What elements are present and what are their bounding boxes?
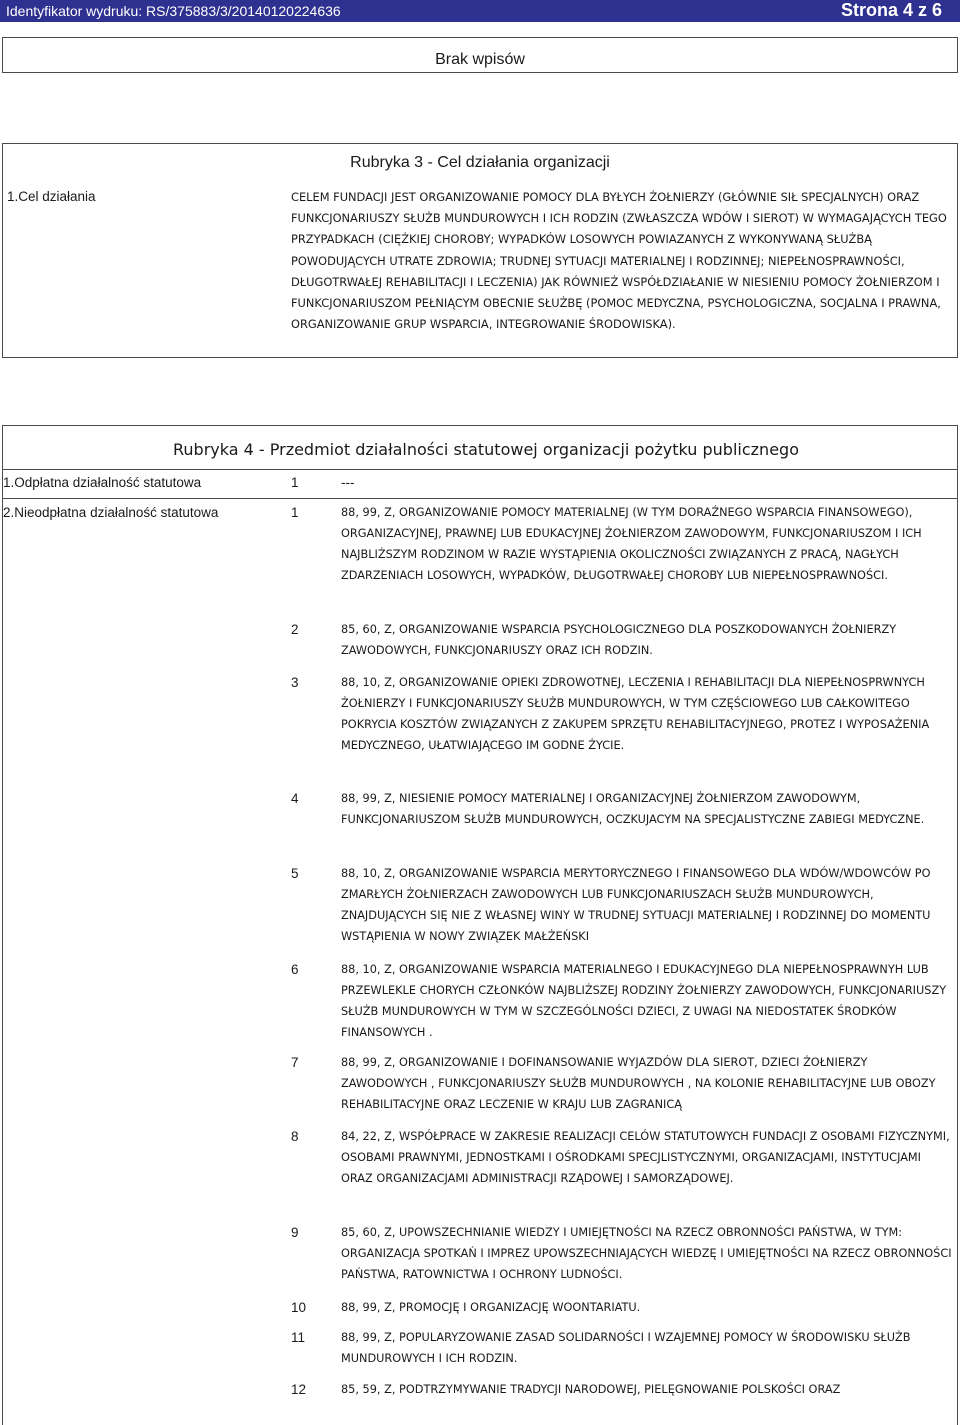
rubryka-4-section bbox=[2, 425, 958, 1425]
empty-entries-box bbox=[2, 37, 958, 73]
divider bbox=[3, 469, 957, 470]
goal-label: 1.Cel działania bbox=[7, 189, 96, 204]
activity-text: 85, 60, Z, ORGANIZOWANIE WSPARCIA PSYCHOLOGICZNEGO DLA POSZKODOWANYCH ŻOŁNIERZY ZAWODOWYCH, FUNKCJONARIUSZY ORAZ ICH RODZIN. bbox=[341, 623, 897, 657]
activity-text: 88, 99, Z, NIESIENIE POMOCY MATERIALNEJ I ORGANIZACYJNEJ ŻOŁNIERZOM ZAWODOWYM, FUNKCJONARIUSZOM SŁUŻB MUNDUROWYCH, OCZKUJACYM NA SPECJALISTYCZNE ZABIEGI MEDYCZNE. bbox=[341, 792, 925, 826]
activity-number: 7 bbox=[291, 1055, 299, 1070]
divider bbox=[3, 498, 957, 499]
activity-number: 2 bbox=[291, 622, 299, 637]
activity-text: 88, 99, Z, ORGANIZOWANIE I DOFINANSOWANIE WYJAZDÓW DLA SIEROT, DZIECI ŻOŁNIERZY ZAWODOWYCH , FUNKCJONARIUSZY SŁUŻB MUNDUROWYCH , NA KOLONIE REHABILITACYJNE LUB OBOZY REHABILITACYJNE ORAZ LECZENIE W KRAJU LUB ZAGRANICĄ bbox=[341, 1056, 936, 1111]
activity-number: 12 bbox=[291, 1382, 307, 1397]
activity-text: 88, 99, Z, PROMOCJĘ I ORGANIZACJĘ WOONTARIATU. bbox=[341, 1301, 641, 1314]
activity-number: 11 bbox=[291, 1330, 306, 1345]
print-header bbox=[0, 0, 960, 22]
paid-activity-value: --- bbox=[341, 475, 355, 490]
activity-number: 10 bbox=[291, 1300, 307, 1315]
free-activity-label: 2.Nieodpłatna działalność statutowa bbox=[3, 505, 219, 520]
activity-number: 3 bbox=[291, 675, 299, 690]
rubryka-3-section bbox=[2, 143, 958, 358]
paid-activity-number: 1 bbox=[291, 475, 299, 490]
paid-activity-label: 1.Odpłatna działalność statutowa bbox=[3, 475, 202, 490]
activity-text: 88, 99, Z, ORGANIZOWANIE POMOCY MATERIALNEJ (W TYM DORAŹNEGO WSPARCIA FINANSOWEGO), ORGANIZACYJNEJ, PRAWNEJ LUB EDUKACYJNEJ ŻOŁNIERZOM ZAWODOWYM, FUNKCJONARIUSZOM I ICH NAJBLIŻSZYM RODZINOM W RAZIE WYSTĄPIENIA OKOLICZNOŚCI ZWIĄZANYCH Z PRACĄ, NAGŁYCH ZDARZENIACH LOSOWYCH, WYPADKÓW, DŁUGOTRWAŁEJ CHOROBY LUB NIEPEŁNOSPRAWNOŚCI. bbox=[341, 506, 922, 582]
activity-text: 88, 99, Z, POPULARYZOWANIE ZASAD SOLIDARNOŚCI I WZAJEMNEJ POMOCY W ŚRODOWISKU SŁUŻB MUNDUROWYCH I ICH RODZIN. bbox=[341, 1331, 911, 1365]
empty-entries-label: Brak wpisów bbox=[435, 51, 525, 68]
activity-number: 8 bbox=[291, 1129, 299, 1144]
print-id: Identyfikator wydruku: RS/375883/3/20140120224636 bbox=[6, 3, 341, 19]
activity-number: 1 bbox=[291, 505, 299, 520]
page-number: Strona 4 z 6 bbox=[840, 0, 942, 20]
activity-text: 88, 10, Z, ORGANIZOWANIE WSPARCIA MATERIALNEGO I EDUKACYJNEGO DLA NIEPEŁNOSPRAWNYH LUB PRZEWLEKLE CHORYCH CZŁONKÓW NAJBLIŻSZEJ RODZINY ŻOŁNIERZY ZAWODOWYCH, FUNKCJONARIUSZY SŁUŻB MUNDUROWYCH W TYM W SZCZEGÓLNOŚCI DZIECI, Z UWAGI NA NIEDOSTATEK ŚRODKÓW FINANSOWYCH . bbox=[341, 963, 947, 1039]
activity-text: 88, 10, Z, ORGANIZOWANIE WSPARCIA MERYTORYCZNEGO I FINANSOWEGO DLA WDÓW/WDOWCÓW PO ZMARŁYCH ŻOŁNIERZACH ZAWODOWYCH LUB FUNKCJONARIUSZACH SŁUŻB MUNDUROWYCH, ZNAJDUJĄCYCH SIĘ NIE Z WŁASNEJ WINY W TRUDNEJ SYTUACJI MATERIALNEJ I RODZINNEJ DO MOMENTU WSTĄPIENIA W NOWY ZWIĄZEK MAŁŻEŃSKI bbox=[341, 867, 931, 943]
activity-text: 88, 10, Z, ORGANIZOWANIE OPIEKI ZDROWOTNEJ, LECZENIA I REHABILITACJI DLA NIEPEŁNOSPRWNYCH ŻOŁNIERZY I FUNKCJONARIUSZY SŁUŻB MUNDUROWYCH, W TYM CZĘŚCIOWEGO LUB CAŁKOWITEGO POKRYCIA KOSZTÓW ZWIĄZANYCH Z ZAKUPEM SPRZĘTU REHABILITACYJNEGO, PROTEZ I WYPOSAŻENIA MEDYCZNEGO, UŁATWIAJĄCEGO IM GODNE ŻYCIE. bbox=[341, 676, 930, 752]
activity-number: 9 bbox=[291, 1225, 299, 1240]
activity-text: 84, 22, Z, WSPÓŁPRACE W ZAKRESIE REALIZACJI CELÓW STATUTOWYCH FUNDACJI Z OSOBAMI FIZYCZNYMI, OSOBAMI PRAWNYMI, JEDNOSTKAMI I OŚRODKAMI SPECJLISTYCZNYMI, ORGANIZACJAMI, INSTYTUCJAMI ORAZ ORGANIZACJAMI ADMINISTRACJI RZĄDOWEJ I SAMORZĄDOWEJ. bbox=[341, 1130, 950, 1185]
activity-number: 6 bbox=[291, 962, 299, 977]
activity-text: 85, 59, Z, PODTRZYMYWANIE TRADYCJI NARODOWEJ, PIELĘGNOWANIE POLSKOŚCI ORAZ bbox=[341, 1383, 841, 1396]
goal-text: CELEM FUNDACJI JEST ORGANIZOWANIE POMOCY DLA BYŁYCH ŻOŁNIERZY (GŁÓWNIE SIŁ SPECJALNYCH) ORAZ FUNKCJONARIUSZY SŁUŻB MUNDUROWYCH I ICH RODZIN (ZWŁASZCZA WDÓW I SIEROT) W WYMAGAJĄCYCH TEGO PRZYPADKACH (CIĘŻKIEJ CHOROBY; WYPADKÓW LOSOWYCH POWIAZANYCH Z WYKONYWANĄ SŁUŻBĄ POWODUJĄCYCH UTRATE ZDROWIA; TRUDNEJ SYTUACJI MATERIALNEJ I RODZINNEJ; NIEPEŁNOSPRAWNOŚCI, DŁUGOTRWAŁEJ REHABILITACJI I LECZENIA) JAK RÓWNIEŻ WSPÓŁDZIAŁANIE W NIESIENIU POMOCY ŻOŁNIERZOM I FUNKCJONARIUSZOM PEŁNIĄCYM OBECNIE SŁUŻBĘ (POMOC MEDYCZNA, PSYCHOLOGICZNA, SOCJALNA I PRAWNA, ORGANIZOWANIE GRUP WSPARCIA, INTEGROWANIE ŚRODOWISKA). bbox=[291, 190, 947, 332]
rubryka-4-title: Rubryka 4 - Przedmiot działalności statutowej organizacji pożytku publicznego bbox=[173, 440, 799, 459]
activity-number: 5 bbox=[291, 866, 299, 881]
activity-number: 4 bbox=[291, 791, 299, 806]
activity-text: 85, 60, Z, UPOWSZECHNIANIE WIEDZY I UMIEJĘTNOŚCI NA RZECZ OBRONNOŚCI PAŃSTWA, W TYM: ORGANIZACJA SPOTKAŃ I IMPREZ UPOWSZECHNIAJĄCYCH WIEDZĘ I UMIEJĘTNOŚCI NA RZECZ OBRONNOŚCI PAŃSTWA, RATOWNICTWA I OCHRONY LUDNOŚCI. bbox=[341, 1226, 952, 1281]
rubryka-3-title: Rubryka 3 - Cel działania organizacji bbox=[350, 154, 610, 171]
